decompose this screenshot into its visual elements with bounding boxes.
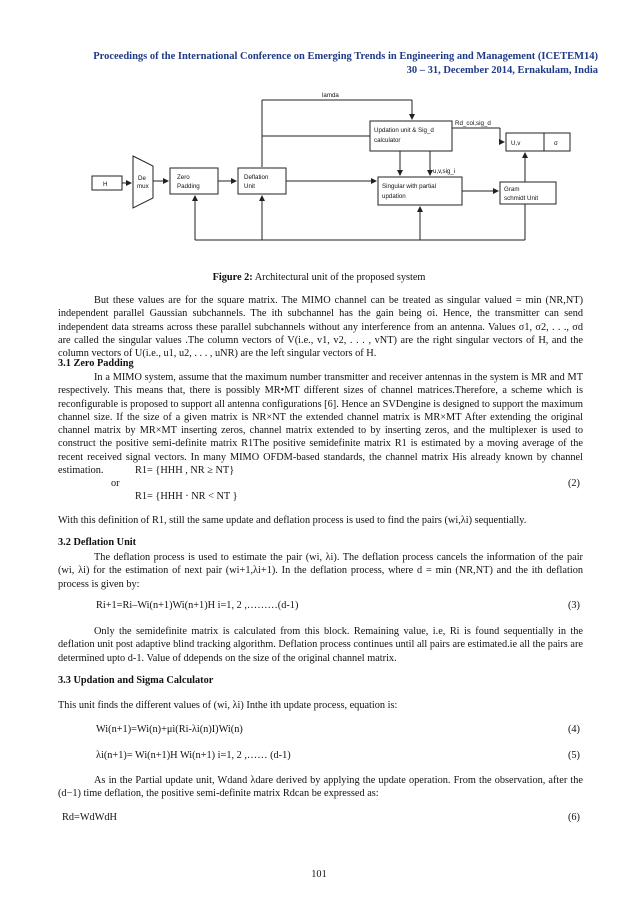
- zero-padding-box: [170, 168, 218, 194]
- paragraph-r1-definition: With this definition of R1, still the same update and deflation process is used to find the pairs (wi,λi) sequentially.: [58, 515, 527, 526]
- updation-unit-box: [370, 121, 452, 151]
- demux-label-2: mux: [137, 183, 149, 190]
- paragraph-deflation: The deflation process is used to estimate the pair (wi, λi). The deflation process cancels the information of the pair (wi, λi) for the estimation of next pair (wi+1,λi+1). In the deflation process, where d = min (NR,NT) and the ith deflation process is given by:: [58, 552, 583, 590]
- conference-header-line2: 30 – 31, December 2014, Ernakulam, India: [406, 65, 598, 76]
- equation-2-number: (2): [567, 478, 580, 489]
- deflation-label-1: Deflation: [244, 174, 269, 181]
- equation-2-or: or: [111, 478, 120, 489]
- section-heading-updation: 3.3 Updation and Sigma Calculator: [58, 675, 214, 686]
- singular-label-1: Singular with partial: [382, 183, 436, 190]
- demux-label-1: De: [138, 175, 146, 182]
- paragraph-partial-update: As in the Partial update unit, Wdand λdare derived by applying the update operation. From the observation, after the (d−1) time deflation, the positive semi-definite matrix Rdcan be expressed as:: [58, 775, 583, 800]
- uvsig-label: u,v,sig_i: [433, 168, 456, 175]
- gram-label-1: Gram: [504, 186, 520, 193]
- equation-6-number: (6): [567, 812, 580, 823]
- equation-3: Ri+1=Ri–Wi(n+1)Wi(n+1)H i=1, 2 ,………(d-1): [96, 600, 299, 611]
- calculator-label: calculator: [374, 137, 401, 144]
- equation-5-number: (5): [567, 750, 580, 761]
- page-number: 101: [311, 869, 327, 880]
- uv-label: U,v: [511, 140, 521, 147]
- h-label: H: [103, 181, 108, 188]
- equation-6: Rd=WdWdH: [62, 812, 117, 823]
- lamda-label: lamda: [322, 92, 339, 99]
- figure-caption-label: Figure 2:: [212, 272, 253, 283]
- figure-caption: [0, 272, 638, 283]
- paragraph-intro: But these values are for the square matrix. The MIMO channel can be treated as singular valued = min (NR,NT) independent parallel Gaussian subchannels. The ith subchannel has the gain being σi. Hence, the transmitter can send independent data streams across these parallel subchannels without any interference from an antenna. Values σ1, σ2, . . ., σd are called the singular values .The column vectors of V(i.e., v1, v2, . . . , vNT) are the right singular vectors of H, and the column vectors of U(i.e., u1, u2, . . . , uNR) are the left singular vectors of H.: [58, 295, 583, 360]
- equation-2b: R1= {HHH · NR < NT }: [135, 491, 238, 502]
- singular-box: [378, 177, 462, 205]
- figure-caption-text: Architectural unit of the proposed system: [252, 272, 426, 283]
- equation-5: λi(n+1)= Wi(n+1)H Wi(n+1) i=1, 2 ,…… (d-1): [96, 750, 291, 761]
- equation-4-number: (4): [567, 724, 580, 735]
- gram-label-2: schmidt Unit: [504, 195, 539, 202]
- demux-shape: [133, 156, 153, 208]
- deflation-unit-box: [238, 168, 286, 194]
- sigma-label: σ: [554, 140, 558, 147]
- updation-label: Updation unit & Sig_d: [374, 127, 434, 134]
- section-heading-deflation: 3.2 Deflation Unit: [58, 537, 137, 548]
- paragraph-deflation-2: Only the semidefinite matrix is calculated from this block. Remaining value, i.e, Ri is found sequentially in the deflation unit post adaptive blind tracking algorithm. Deflation process continues until all pairs are estimated.ie all the pairs are determined upto d-1. Value of ddepends on the size of the original channel matrix.: [58, 626, 583, 664]
- singular-label-2: updation: [382, 193, 406, 200]
- equation-2a: R1= {HHH , NR ≥ NT}: [135, 465, 235, 476]
- conference-header-line1: Proceedings of the International Conference on Emerging Trends in Engineering and Management (ICETEM14): [93, 51, 598, 62]
- equation-3-number: (3): [567, 600, 580, 611]
- equation-4: Wi(n+1)=Wi(n)+μi(Ri-λi(n)I)Wi(n): [96, 724, 243, 735]
- paragraph-updation: This unit finds the different values of (wi, λi) Inthe ith update process, equation is:: [58, 700, 398, 711]
- deflation-label-2: Unit: [244, 183, 256, 190]
- paragraph-zero-padding: In a MIMO system, assume that the maximum number transmitter and receiver antennas in the system is MR and MT respectively. This means that, there is possibly MR•MT different sizes of channel matrices.Therefore, a scheme which is reconfigurable is proposed to support all antenna configurations [6]. Hence an SVDengine is designed to support the maximum channel size. If the size of a given matrix is NR×NT the extended channel matrix is MR×MT After extending the original channel matrix by MR×MT inserting zeros, channel matrix extended to by inserting zeros, and the multiplexer is used to construct the positive semi-definite matrix R1The positive semidefinite matrix R1 is estimated by a moving average of the recent received signal vectors. In many MIMO OFDM-based standards, the channel matrix His already known by channel estimation.: [58, 372, 583, 477]
- section-heading-zero-padding: 3.1 Zero Padding: [58, 358, 134, 369]
- rd-col-label: Rd_col,sig_d: [455, 120, 491, 127]
- architecture-diagram: [0, 88, 638, 268]
- zero-label-2: Padding: [177, 183, 200, 190]
- zero-label-1: Zero: [177, 174, 190, 181]
